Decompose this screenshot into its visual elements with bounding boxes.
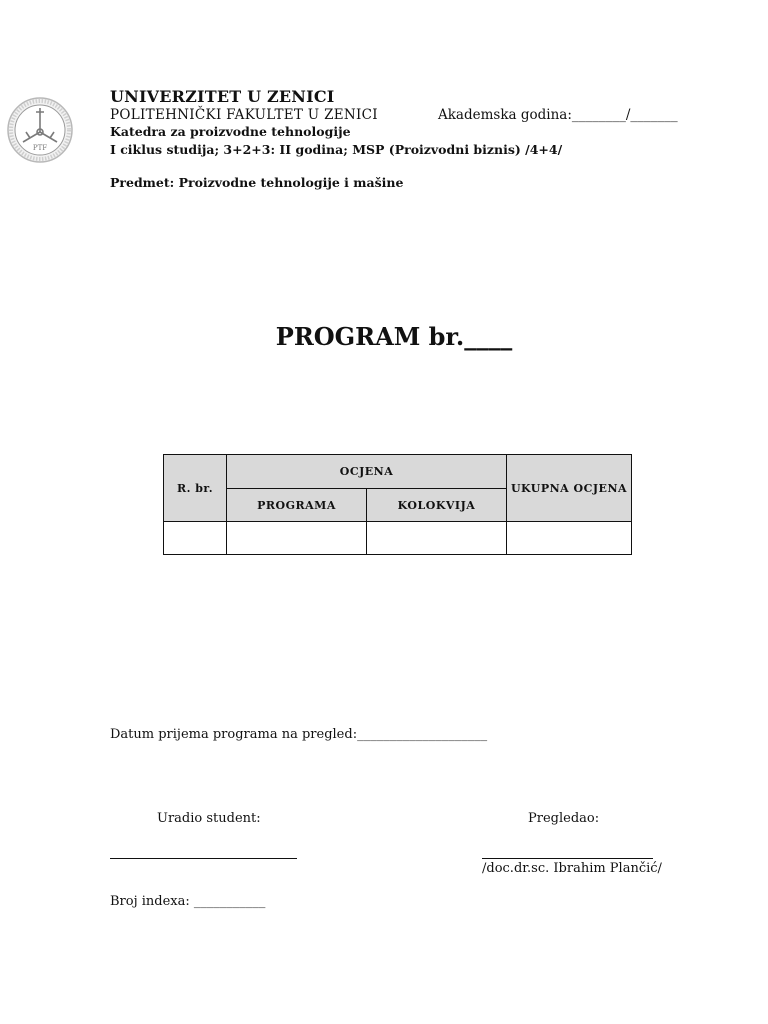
department-name: Katedra za proizvodne tehnologije bbox=[110, 124, 351, 139]
svg-text:PTF: PTF bbox=[32, 144, 48, 152]
faculty-name: POLITEHNIČKI FAKULTET U ZENICI bbox=[110, 107, 378, 123]
done-by-label: Uradio student: bbox=[157, 811, 261, 826]
student-signature-line bbox=[110, 848, 297, 859]
subject-line: Predmet: Proizvodne tehnologije i mašine bbox=[110, 175, 404, 190]
cell-rbr[interactable] bbox=[164, 522, 227, 555]
reviewer-name: /doc.dr.sc. Ibrahim Plančić/ bbox=[482, 861, 662, 876]
col-header-rbr: R. br. bbox=[164, 455, 227, 522]
program-title: PROGRAM br.____ bbox=[275, 322, 513, 351]
reviewer-signature-line bbox=[482, 848, 653, 859]
grades-table bbox=[163, 454, 632, 555]
reviewed-by-label: Pregledao: bbox=[528, 811, 600, 826]
cell-programa[interactable] bbox=[227, 522, 367, 555]
col-header-programa: PROGRAMA bbox=[227, 489, 367, 522]
ptf-seal-icon bbox=[6, 96, 74, 164]
col-header-ukupna: UKUPNA OCJENA bbox=[507, 455, 632, 522]
faculty-seal-logo bbox=[6, 96, 74, 164]
date-received-field: Datum prijema programa na pregled:____________________ bbox=[110, 727, 488, 742]
academic-year-field: Akademska godina:________/_______ bbox=[438, 107, 678, 123]
cell-ukupna[interactable] bbox=[507, 522, 632, 555]
study-cycle: I ciklus studija; 3+2+3: II godina; MSP (Proizvodni biznis) /4+4/ bbox=[110, 142, 563, 157]
col-header-ocjena: OCJENA bbox=[227, 455, 507, 489]
table-row bbox=[164, 522, 632, 555]
cell-kolokvija[interactable] bbox=[367, 522, 507, 555]
col-header-kolokvija: KOLOKVIJA bbox=[367, 489, 507, 522]
index-number-field: Broj indexa: ___________ bbox=[110, 894, 266, 909]
university-name: UNIVERZITET U ZENICI bbox=[110, 87, 335, 106]
